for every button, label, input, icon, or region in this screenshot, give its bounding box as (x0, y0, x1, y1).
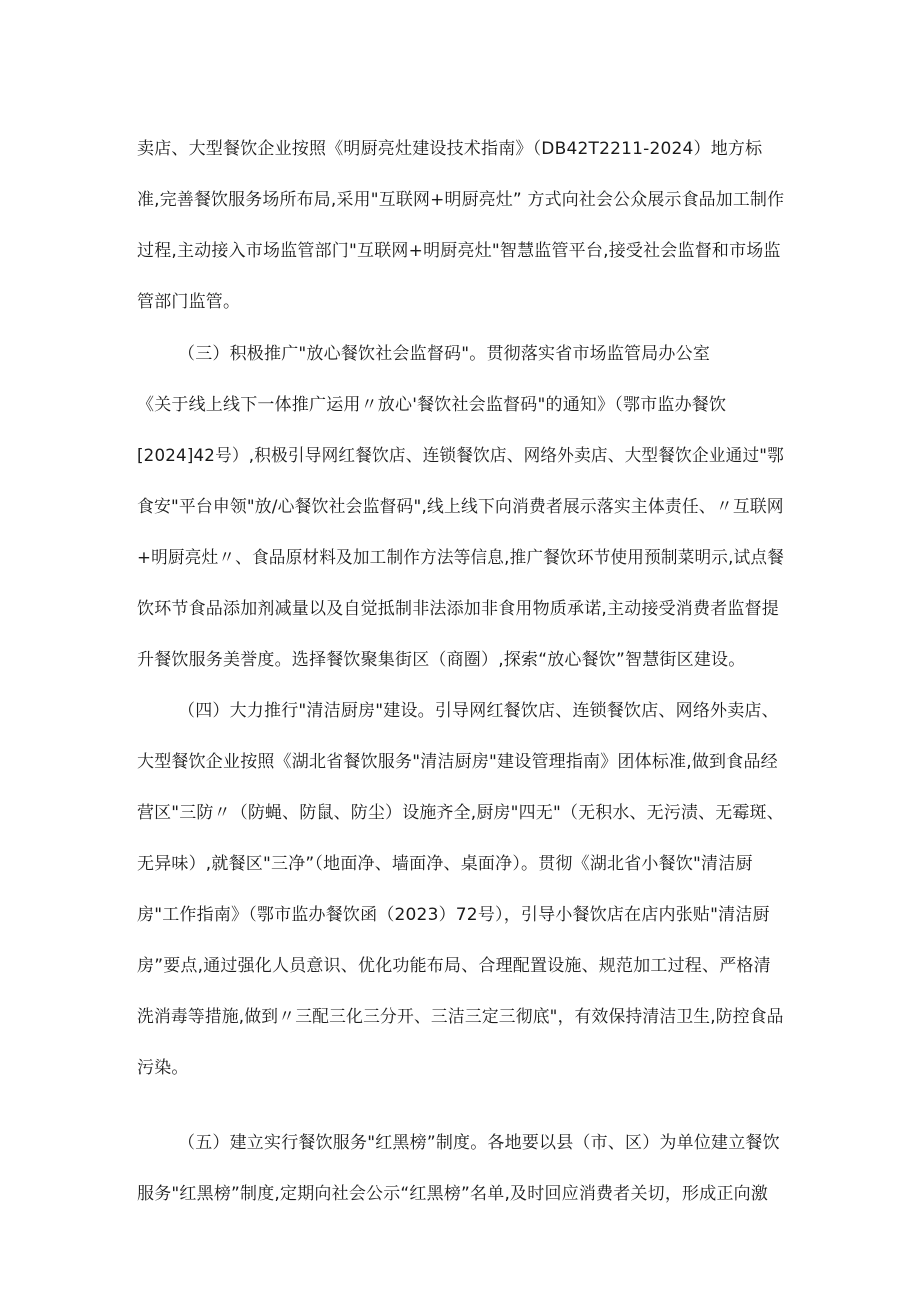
text-line: 洗消毒等措施,做到〃三配三化三分开、三洁三定三彻底"，有效保持清洁卫生,防控食品 (137, 1007, 784, 1027)
section-heading-4: （四）大力推行"清洁厨房"建设。引导网红餐饮店、连锁餐饮店、网络外卖店、 (178, 701, 779, 721)
text-line: [2024]42号）,积极引导网红餐饮店、连锁餐饮店、网络外卖店、大型餐饮企业通过"鄂 (137, 446, 784, 466)
text-line: +明厨亮灶〃、食品原材料及加工制作方法等信息,推广餐饮环节使用预制菜明示,试点餐 (137, 548, 785, 568)
text-line: 卖店、大型餐饮企业按照《明厨亮灶建设技术指南》（DB42T2211-2024）地方标 (137, 139, 763, 159)
section-heading-5: （五）建立实行餐饮服务"红黑榜”制度。各地要以县（市、区）为单位建立餐饮 (178, 1133, 780, 1153)
text-line: 饮环节食品添加剂减量以及自觉抵制非法添加非食用物质承诺,主动接受消费者监督提 (137, 599, 780, 619)
text-line: 房”要点,通过强化人员意识、优化功能布局、合理配置设施、规范加工过程、严格清 (137, 956, 771, 976)
text-line: 过程,主动接入市场监管部门"互联网+明厨亮灶"智慧监管平台,接受社会监督和市场监 (137, 241, 781, 261)
text-line: 服务"红黑榜”制度,定期向社会公示“红黑榜”名单,及时回应消费者关切，形成正向激 (137, 1184, 769, 1204)
text-line: 《关于线上线下一体推广运用〃放心'餐饮社会监督码"的通知》（鄂市监办餐饮 (137, 395, 727, 415)
section-heading-3: （三）积极推广"放心餐饮社会监督码"。贯彻落实省市场监管局办公室 (178, 344, 711, 364)
text-line: 大型餐饮企业按照《湖北省餐饮服务"清洁厨房"建设管理指南》团体标准,做到食品经 (137, 752, 778, 772)
text-line: 污染。 (137, 1058, 189, 1078)
text-line: 准,完善餐饮服务场所布局,采用"互联网+明厨亮灶” 方式向社会公众展示食品加工制作 (137, 190, 785, 210)
text-line: 升餐饮服务美誉度。选择餐饮聚集街区（商圈）,探索“放心餐饮”智慧街区建设。 (137, 650, 746, 670)
text-line: 管部门监管。 (137, 292, 241, 312)
text-line: 房"工作指南》（鄂市监办餐饮函（2023）72号），引导小餐饮店在店内张贴"清洁厨 (137, 905, 770, 925)
text-line: 营区"三防〃（防蝇、防鼠、防尘）设施齐全,厨房"四无"（无积水、无污渍、无霉斑、 (137, 803, 784, 823)
text-line: 食安"平台申领"放/心餐饮社会监督码",线上线下向消费者展示落实主体责任、〃互联网 (137, 497, 784, 517)
text-line: 无异味）,就餐区"三净”（地面净、墙面净、桌面净）。贯彻《湖北省小餐饮"清洁厨 (137, 854, 753, 874)
